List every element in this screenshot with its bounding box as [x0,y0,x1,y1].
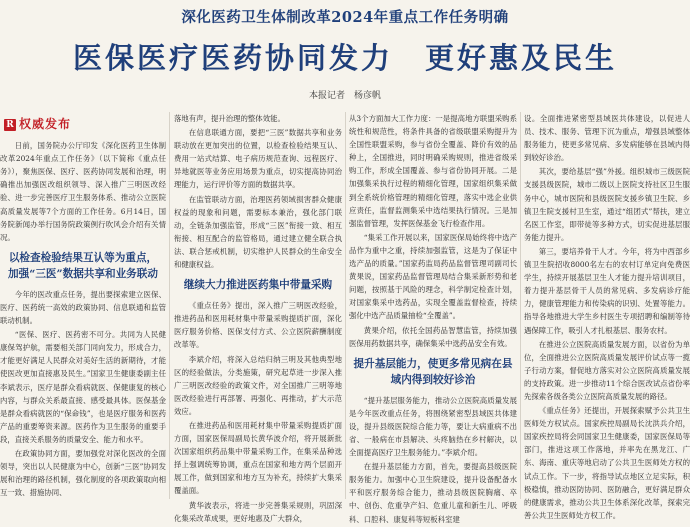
paragraph: 第三，要培养骨干人才。今年，将为中西部乡镇卫生院招收8000名左右的农村订单定向免费医学生，持续开展基层卫生人才能力提升培训项目，着力提升基层骨干人员的常见病、多发病诊疗能力，健康管理能力和传染病的识别、处置等能力。指导各地推进大学生乡村医生专项招聘和编制等待遇保障工作，吸引人才扎根基层、服务农村。 [524,246,690,335]
paragraph: 《重点任务》还提出，开展探索赋予公共卫生医师处方权试点。国家疾控局副局长沈洪兵介绍，国家疾控局将会同国家卫生健康委，国家医保局等部门，推进这项工作落地，并率先在黑龙江、广东、海南、重庆等地启动了公共卫生医师处方权的试点工作。下一步，将指导试点地区立足实际，积极稳慎，推动医防协同、医防融合，更好满足群众的健康需求，推动公共卫生体系深化改革，探索完善公共卫生医师处方权工作。 [524,406,690,520]
kicker-headline: 深化医药卫生体制改革2024年重点工作任务明确 [181,9,509,26]
subheading: 以检查检验结果互认等为重点，加强“三医”数据共享和业务联动 [8,251,158,280]
paragraph: 在推进药品和医用耗材集中带量采购提质扩面方面，国家医保局副局长黄华波介绍，将开展新批次国家组织药品集中带量采购工作，在集采品种选择上强调统筹协调，重点在国家和地方两个层面开展工作，做到国家和地方互为补充，持续扩大集采覆盖面。 [174,420,342,496]
subheading: 提升基层能力，使更多常见病在县域内得到较好诊治 [353,357,513,386]
paragraph: “集采工作开展以来，国家医保局始终将中选产品作为重中之重，持续加强监管，这是为了保证中选产品的质量。”国家药监局药品监督管理司副司长黄果说，国家药品监督管理局结合集采新形势和老问题，按照基于风险的理念，科学制定检查计划，对国家集采中选药品，实现全覆盖监督检查，持续强化中选产品质量抽检“全覆盖”。 [349,232,517,321]
section-label: 权威发布 [19,117,72,131]
paragraph: 黄华波表示，将进一步完善集采规则，巩固深化集采改革成果，更好地惠及广大群众， [174,500,342,523]
paragraph: 在推进公立医院高质量发展方面，以省份为单位，全面推进公立医院高质量发展评价试点等一揽子行动方案，督促地方落实对公立医院高质量发展的支持政策。进一步推动11个综合医改试点省份率先探索各级各类公立医院高质量发展的路径。 [524,339,690,401]
article-column-1 [0,112,166,500]
article-column-2 [174,112,342,526]
column-divider [345,112,346,499]
section-tag [4,118,166,131]
paragraph: 在信息联通方面，要把“三医”数据共享和业务联动放在更加突出的位置，以检查检验结果互认、费用一站式结算、电子病历规范查询、远程医疗、异地就医等业务应用场景为重点，切实提高协同治理能力，运行评价等方面的数据共享。 [174,128,342,190]
paragraph: 日前，国务院办公厅印发《深化医药卫生体制改革2024年重点工作任务》（以下简称《重点任务》），聚焦医保、医疗、医药协同发展和治理，明确推出加强医改组织领导、深入推广三明医改经验、进一步完善医疗卫生服务体系、推动公立医院高质量发展等7个方面的工作任务。6月14日，国务院新闻办举行国务院政策例行吹风会介绍有关情况。 [0,141,166,242]
paragraph: 在政策协同方面，要加强党对深化医改的全面领导，突出以人民健康为中心，创新“三医”协同发展和治理的路径机制，强化制度的各项政策取向相互一致、措施协同、 [0,448,166,498]
paragraph: 其次，要给基层“强”外援。组织城市三级医院支援县级医院，城市二级以上医院支持社区卫生服务中心，城市医院和县级医院支援乡镇卫生院、乡镇卫生院支援村卫生室，通过“组团式”帮扶，建立名医工作室，即带徒等多种方式，切实促进基层服务能力提升。 [524,167,690,242]
subheading: 继续大力推进医药集中带量采购 [183,279,333,292]
column-divider [520,112,521,499]
byline: 本报记者 杨彦帆 [308,91,381,101]
paragraph: 落地有声，提升治理的整体效能。 [174,114,285,123]
paragraph: “医保、医疗、医药密不可分。共同为人民健康保驾护航，需要相关部门同向发力，形成合力，才能更好满足人民群众对美好生活的新期待，才能使医改更加直接惠及民生。”国家卫生健康委副主任李斌表示，医疗是群众看病就医、保健康复的核心内容，与群众关系最直接、感受最具体。医保基金是群众看病就医的“保命钱”，也是医疗服务和医药产品的重要筹资来源。医药作为卫生服务的重要手段，直接关系服务的质量安全、能力和水平。 [0,330,166,444]
main-headline: 医保医疗医药协同发力 更好惠及民生 [72,41,617,75]
paragraph: 今年的医改重点任务，提出要探索建立医保、医疗、医药统一高效的政策协同、信息联通和监管联动机制。 [0,289,166,326]
article-column-4 [524,112,690,523]
paragraph: 黄果介绍，依托全国药品智慧监管，持续加强医保用药数据共享，确保集采中选药品安全有效。 [349,325,517,348]
section-badge-icon: R [4,119,16,131]
paragraph: 在监管联动方面，治理医药领域损害群众健康权益的现象和问题，需要标本兼治，强化部门联动，全链条加强监管，形成“三医”衔接一致、相互衔接、相互配合的监管格局，通过建立健全联合执法、联合惩戒机制，切实维护人民群众的生命安全和健康权益。 [174,194,342,270]
article-column-3 [349,112,517,527]
paragraph: 李斌介绍，将深入总结归纳三明及其他典型地区的经验做法，分类施策，研究起草进一步深入推广三明医改经验的政策文件，对全国推广三明等地医改经验进行再部署、再强化、再推动，扩大示范效应。 [174,354,342,416]
paragraph: 设。全面推进紧密型县域医共体建设，以促进人员、技术、服务、管理下沉为重点，增强县域整体服务能力，使更多常见病、多发病能够在县域内得到较好诊治。 [524,114,690,163]
column-divider [169,112,170,499]
paragraph: 从3个方面加大工作力度：一是提高地方联盟采购系统性和规范性，将条件具备的省级联盟采购提升为全国性联盟采购，参与省份全覆盖、降价有效的品种上，全国推进，同时明确采购规则，推进省级采购工作，形成全国覆盖、参与省份协同开展。二是加强集采执行过程的精细化管理，国家组织集采做到全系统价格管理的精细化管理，落实中选企业供应责任，监督监测集采中选结果执行情况。三是加强监督管理，发挥医保基金飞行检查作用。 [349,114,517,228]
paragraph: 在提升基层能力方面，首先，要提高县级医院服务能力。加强中心卫生院建设，提升设备配备水平和医疗服务综合能力，推动县级医院胸痛、卒中、创伤、危重孕产妇、危重儿童和新生儿、呼吸科、口腔科、康复科等短板科室建 [349,462,517,524]
paragraph: “提升基层服务能力，推动公立医院高质量发展是今年医改重点任务，将围绕紧密型县域医共体建设，提升县级医院综合能力等，要让大病重病不出省、一般病在市县解决、头疼脑热在乡村解决，以全面提高医疗卫生服务能力。”李斌介绍。 [349,395,517,458]
paragraph: 《重点任务》提出，深入推广三明医改经验，推进药品和医用耗材集中带量采购提质扩面，深化医疗服务价格、医保支付方式、公立医院薪酬制度改革等。 [174,301,342,350]
